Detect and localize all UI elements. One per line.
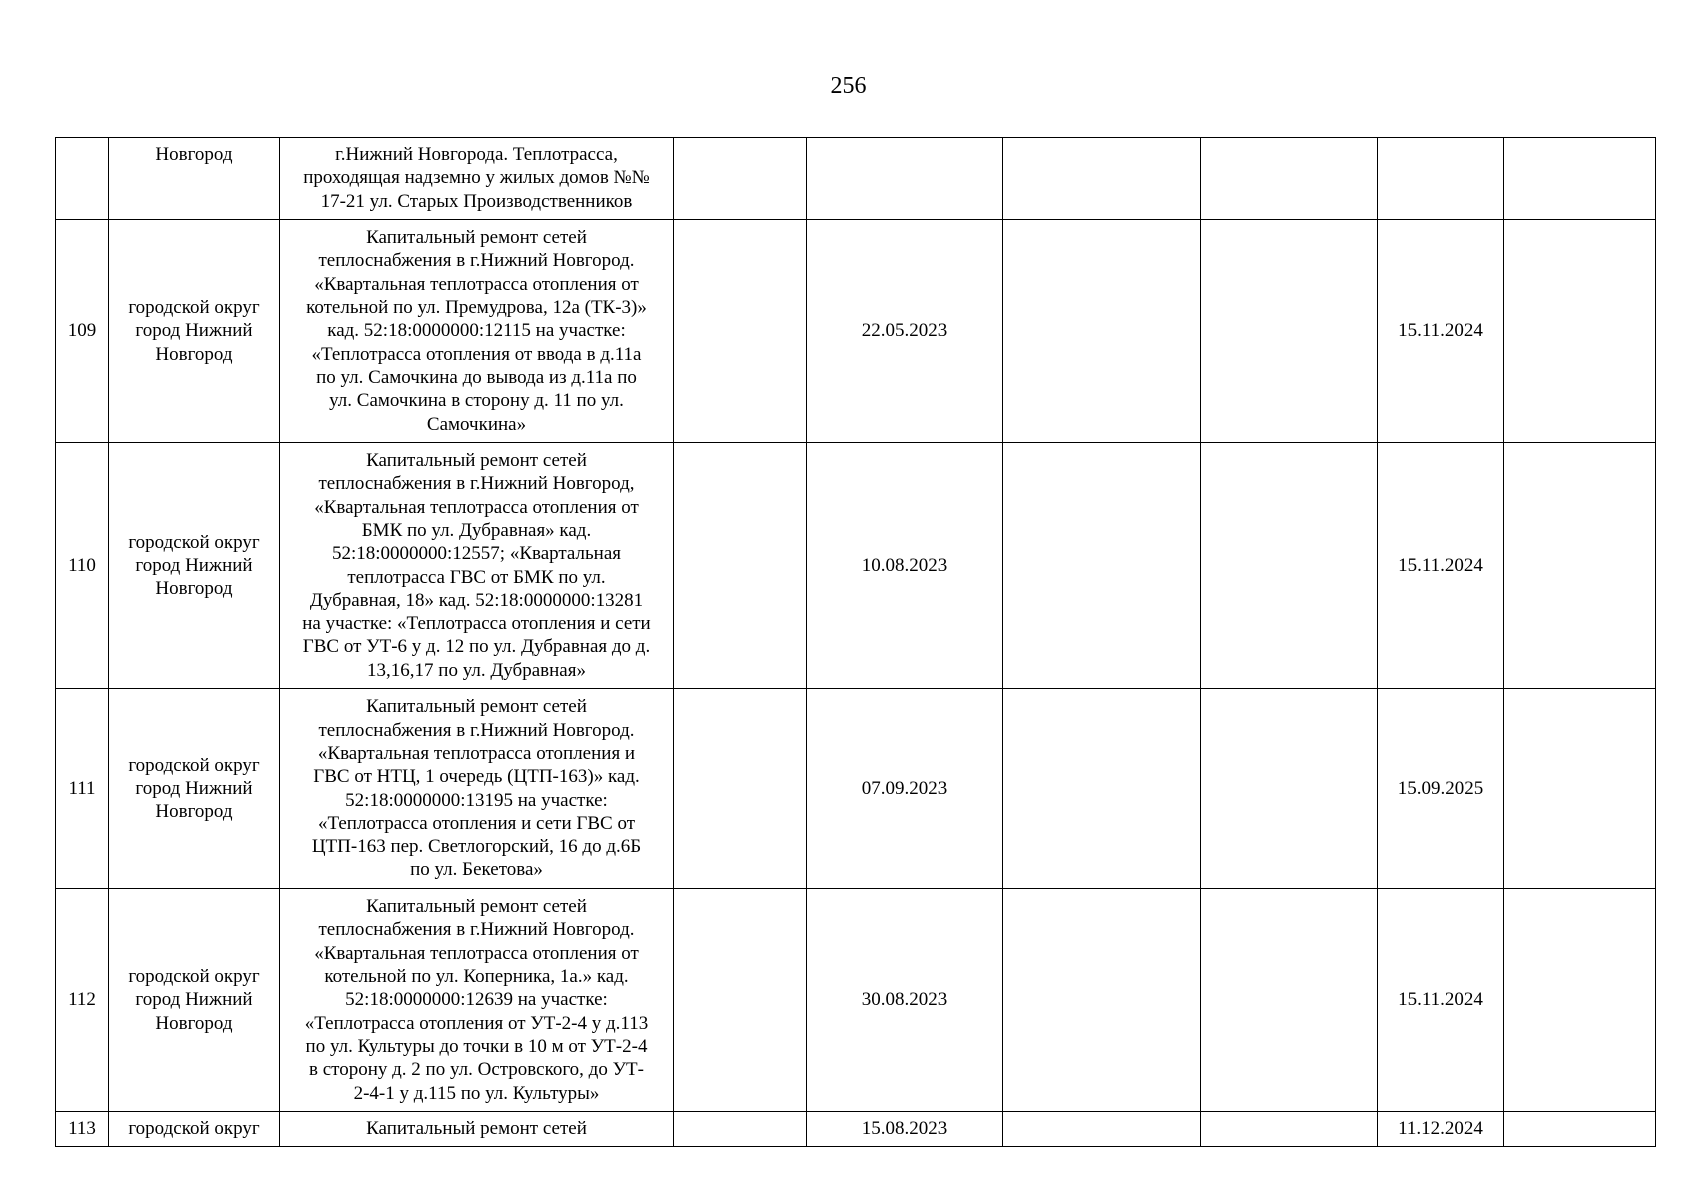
cell-col7 [1201, 689, 1378, 889]
cell-description: Капитальный ремонт сетей теплоснабжения в г.Нижний Новгород. «Квартальная теплотрасса отопления и ГВС от НТЦ, 1 очередь (ЦТП-163)» кад. 52:18:0000000:13195 на участке: «Теплотрасса отопления и сети ГВС от ЦТП-163 пер. Светлогорский, 16 до д.6Б по ул. Бекетова» [280, 689, 674, 889]
cell-municipality: городской округ город Нижний Новгород [109, 443, 280, 689]
cell-end-date: 15.11.2024 [1378, 220, 1504, 443]
cell-col6 [1003, 443, 1201, 689]
cell-municipality: Новгород [109, 138, 280, 220]
cell-col6 [1003, 220, 1201, 443]
cell-col4 [674, 138, 807, 220]
cell-col9 [1504, 889, 1656, 1112]
cell-municipality: городской округ город Нижний Новгород [109, 689, 280, 889]
table-row [56, 1112, 1656, 1147]
cell-col6 [1003, 1112, 1201, 1147]
cell-description: Капитальный ремонт сетей теплоснабжения в г.Нижний Новгород. «Квартальная теплотрасса отопления от котельной по ул. Премудрова, 12а (ТК-3)» кад. 52:18:0000000:12115 на участке: «Теплотрасса отопления от ввода в д.11а по ул. Самочкина до вывода из д.11а по ул. Самочкина в сторону д. 11 по ул. Самочкина» [280, 220, 674, 443]
cell-start-date: 07.09.2023 [807, 689, 1003, 889]
page-number: 256 [830, 73, 867, 99]
cell-start-date: 22.05.2023 [807, 220, 1003, 443]
table-row [56, 689, 1656, 889]
works-table [55, 137, 1656, 1147]
table-row [56, 220, 1656, 443]
cell-col4 [674, 220, 807, 443]
cell-start-date: 30.08.2023 [807, 889, 1003, 1112]
cell-description: Капитальный ремонт сетей [280, 1112, 674, 1147]
cell-col9 [1504, 689, 1656, 889]
cell-municipality: городской округ город Нижний Новгород [109, 889, 280, 1112]
cell-col4 [674, 1112, 807, 1147]
cell-col7 [1201, 443, 1378, 689]
cell-col4 [674, 443, 807, 689]
table-row [56, 443, 1656, 689]
cell-end-date: 15.09.2025 [1378, 689, 1504, 889]
cell-number: 110 [56, 443, 109, 689]
cell-number: 111 [56, 689, 109, 889]
cell-start-date [807, 138, 1003, 220]
table-row [56, 889, 1656, 1112]
cell-col7 [1201, 138, 1378, 220]
cell-col6 [1003, 689, 1201, 889]
cell-description: Капитальный ремонт сетей теплоснабжения в г.Нижний Новгород, «Квартальная теплотрасса отопления от БМК по ул. Дубравная» кад. 52:18:0000000:12557; «Квартальная теплотрасса ГВС от БМК по ул. Дубравная, 18» кад. 52:18:0000000:13281 на участке: «Теплотрасса отопления и сети ГВС от УТ-6 у д. 12 по ул. Дубравная до д. 13,16,17 по ул. Дубравная» [280, 443, 674, 689]
cell-col7 [1201, 1112, 1378, 1147]
cell-number: 112 [56, 889, 109, 1112]
cell-col4 [674, 889, 807, 1112]
cell-col9 [1504, 443, 1656, 689]
cell-col6 [1003, 889, 1201, 1112]
cell-start-date: 15.08.2023 [807, 1112, 1003, 1147]
cell-number: 109 [56, 220, 109, 443]
cell-number: 113 [56, 1112, 109, 1147]
cell-col9 [1504, 1112, 1656, 1147]
cell-col7 [1201, 889, 1378, 1112]
table-row [56, 138, 1656, 220]
cell-col6 [1003, 138, 1201, 220]
cell-col9 [1504, 138, 1656, 220]
cell-number [56, 138, 109, 220]
cell-description: Капитальный ремонт сетей теплоснабжения в г.Нижний Новгород. «Квартальная теплотрасса отопления от котельной по ул. Коперника, 1а.» кад. 52:18:0000000:12639 на участке: «Теплотрасса отопления от УТ-2-4 у д.113 по ул. Культуры до точки в 10 м от УТ-2-4 в сторону д. 2 по ул. Островского, до УТ- 2-4-1 у д.115 по ул. Культуры» [280, 889, 674, 1112]
cell-col7 [1201, 220, 1378, 443]
cell-end-date: 15.11.2024 [1378, 443, 1504, 689]
cell-col4 [674, 689, 807, 889]
cell-municipality: городской округ город Нижний Новгород [109, 220, 280, 443]
cell-end-date [1378, 138, 1504, 220]
cell-end-date: 15.11.2024 [1378, 889, 1504, 1112]
cell-end-date: 11.12.2024 [1378, 1112, 1504, 1147]
cell-description: г.Нижний Новгорода. Теплотрасса, проходящая надземно у жилых домов №№ 17-21 ул. Старых Производственников [280, 138, 674, 220]
cell-start-date: 10.08.2023 [807, 443, 1003, 689]
cell-municipality: городской округ [109, 1112, 280, 1147]
cell-col9 [1504, 220, 1656, 443]
